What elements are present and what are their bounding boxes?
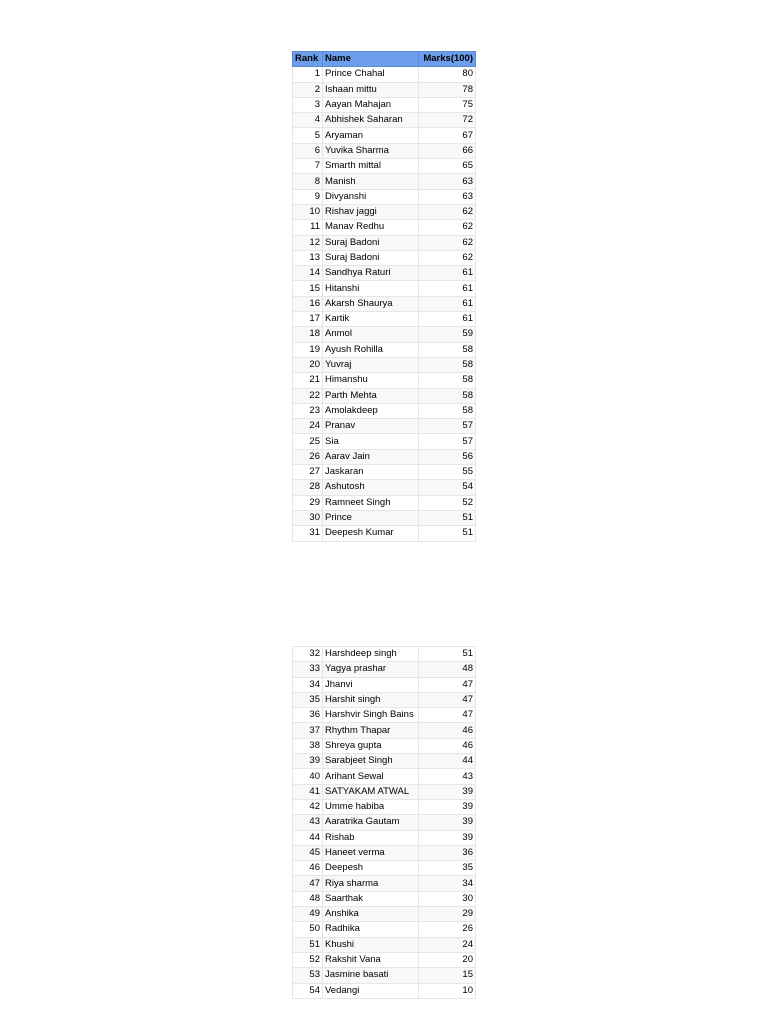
rank-cell: 54 bbox=[293, 983, 323, 998]
marks-cell: 10 bbox=[419, 983, 476, 998]
rank-cell: 31 bbox=[293, 526, 323, 541]
rank-cell: 45 bbox=[293, 845, 323, 860]
rank-cell: 14 bbox=[293, 266, 323, 281]
name-cell: Hitanshi bbox=[323, 281, 419, 296]
name-cell: Jhanvi bbox=[323, 677, 419, 692]
name-cell: Harshvir Singh Bains bbox=[323, 708, 419, 723]
name-cell: Vedangi bbox=[323, 983, 419, 998]
rank-cell: 7 bbox=[293, 159, 323, 174]
rank-column-header: Rank bbox=[293, 52, 323, 67]
rank-cell: 4 bbox=[293, 113, 323, 128]
rank-cell: 9 bbox=[293, 189, 323, 204]
marks-cell: 67 bbox=[419, 128, 476, 143]
name-cell: Rakshit Vana bbox=[323, 952, 419, 967]
name-cell: Anshika bbox=[323, 907, 419, 922]
marks-cell: 46 bbox=[419, 723, 476, 738]
table-row bbox=[293, 891, 476, 906]
rank-cell: 44 bbox=[293, 830, 323, 845]
marks-table-part-1 bbox=[292, 51, 476, 542]
name-cell: Jasmine basati bbox=[323, 968, 419, 983]
table-row bbox=[293, 692, 476, 707]
marks-cell: 61 bbox=[419, 281, 476, 296]
marks-cell: 36 bbox=[419, 845, 476, 860]
table-row bbox=[293, 465, 476, 480]
marks-cell: 39 bbox=[419, 830, 476, 845]
table-row bbox=[293, 113, 476, 128]
marks-cell: 43 bbox=[419, 769, 476, 784]
marks-cell: 63 bbox=[419, 174, 476, 189]
table-row bbox=[293, 647, 476, 662]
name-cell: Aaratrika Gautam bbox=[323, 815, 419, 830]
name-cell: Himanshu bbox=[323, 373, 419, 388]
name-cell: Aarav Jain bbox=[323, 449, 419, 464]
marks-cell: 15 bbox=[419, 968, 476, 983]
rank-cell: 42 bbox=[293, 799, 323, 814]
marks-cell: 65 bbox=[419, 159, 476, 174]
table-row bbox=[293, 312, 476, 327]
name-cell: Divyanshi bbox=[323, 189, 419, 204]
rank-cell: 37 bbox=[293, 723, 323, 738]
name-cell: Sia bbox=[323, 434, 419, 449]
table-row bbox=[293, 738, 476, 753]
name-cell: Rishab bbox=[323, 830, 419, 845]
marks-cell: 78 bbox=[419, 82, 476, 97]
rank-cell: 12 bbox=[293, 235, 323, 250]
rank-cell: 18 bbox=[293, 327, 323, 342]
table-row bbox=[293, 342, 476, 357]
table-row bbox=[293, 388, 476, 403]
name-cell: Shreya gupta bbox=[323, 738, 419, 753]
rank-cell: 38 bbox=[293, 738, 323, 753]
table-row bbox=[293, 480, 476, 495]
table-row bbox=[293, 510, 476, 525]
marks-cell: 58 bbox=[419, 342, 476, 357]
name-cell: Sandhya Raturi bbox=[323, 266, 419, 281]
marks-cell: 51 bbox=[419, 526, 476, 541]
table-row bbox=[293, 968, 476, 983]
name-cell: Yuvika Sharma bbox=[323, 143, 419, 158]
rank-cell: 24 bbox=[293, 419, 323, 434]
marks-cell: 62 bbox=[419, 220, 476, 235]
table-row bbox=[293, 357, 476, 372]
marks-cell: 48 bbox=[419, 662, 476, 677]
table-row bbox=[293, 769, 476, 784]
rank-cell: 34 bbox=[293, 677, 323, 692]
marks-cell: 47 bbox=[419, 708, 476, 723]
marks-cell: 51 bbox=[419, 510, 476, 525]
table-row bbox=[293, 82, 476, 97]
marks-cell: 62 bbox=[419, 250, 476, 265]
table-row bbox=[293, 449, 476, 464]
header-row bbox=[293, 52, 476, 67]
rank-cell: 5 bbox=[293, 128, 323, 143]
marks-cell: 58 bbox=[419, 357, 476, 372]
marks-cell: 39 bbox=[419, 815, 476, 830]
table-row bbox=[293, 266, 476, 281]
table-row bbox=[293, 296, 476, 311]
table-row bbox=[293, 861, 476, 876]
table-row bbox=[293, 419, 476, 434]
marks-table-part-2 bbox=[292, 646, 476, 999]
table-row bbox=[293, 235, 476, 250]
marks-cell: 56 bbox=[419, 449, 476, 464]
name-cell: Deepesh Kumar bbox=[323, 526, 419, 541]
name-cell: Ishaan mittu bbox=[323, 82, 419, 97]
rank-cell: 25 bbox=[293, 434, 323, 449]
name-cell: Pranav bbox=[323, 419, 419, 434]
table-row bbox=[293, 128, 476, 143]
table-row bbox=[293, 830, 476, 845]
name-cell: Ramneet Singh bbox=[323, 495, 419, 510]
rank-cell: 26 bbox=[293, 449, 323, 464]
marks-cell: 61 bbox=[419, 312, 476, 327]
rank-cell: 33 bbox=[293, 662, 323, 677]
marks-cell: 66 bbox=[419, 143, 476, 158]
table-row bbox=[293, 799, 476, 814]
rank-cell: 32 bbox=[293, 647, 323, 662]
table-body bbox=[293, 647, 476, 999]
rank-cell: 50 bbox=[293, 922, 323, 937]
rank-cell: 15 bbox=[293, 281, 323, 296]
marks-cell: 55 bbox=[419, 465, 476, 480]
table-row bbox=[293, 983, 476, 998]
name-cell: Manish bbox=[323, 174, 419, 189]
name-cell: Abhishek Saharan bbox=[323, 113, 419, 128]
rank-cell: 23 bbox=[293, 403, 323, 418]
name-cell: Rhythm Thapar bbox=[323, 723, 419, 738]
table-row bbox=[293, 677, 476, 692]
table-row bbox=[293, 174, 476, 189]
name-cell: Amolakdeep bbox=[323, 403, 419, 418]
table-row bbox=[293, 662, 476, 677]
name-cell: Arihant Sewal bbox=[323, 769, 419, 784]
table-row bbox=[293, 434, 476, 449]
marks-cell: 58 bbox=[419, 373, 476, 388]
marks-cell: 39 bbox=[419, 784, 476, 799]
name-cell: Akarsh Shaurya bbox=[323, 296, 419, 311]
rank-cell: 21 bbox=[293, 373, 323, 388]
table-row bbox=[293, 526, 476, 541]
table-row bbox=[293, 403, 476, 418]
marks-cell: 29 bbox=[419, 907, 476, 922]
rank-cell: 11 bbox=[293, 220, 323, 235]
rank-cell: 3 bbox=[293, 97, 323, 112]
name-cell: Ayush Rohilla bbox=[323, 342, 419, 357]
table-body bbox=[293, 67, 476, 541]
name-cell: Aryaman bbox=[323, 128, 419, 143]
name-cell: Ashutosh bbox=[323, 480, 419, 495]
rank-cell: 6 bbox=[293, 143, 323, 158]
marks-cell: 46 bbox=[419, 738, 476, 753]
name-cell: Yagya prashar bbox=[323, 662, 419, 677]
rank-cell: 46 bbox=[293, 861, 323, 876]
rank-cell: 29 bbox=[293, 495, 323, 510]
marks-cell: 51 bbox=[419, 647, 476, 662]
marks-cell: 72 bbox=[419, 113, 476, 128]
marks-cell: 24 bbox=[419, 937, 476, 952]
table-row bbox=[293, 250, 476, 265]
table-row bbox=[293, 143, 476, 158]
table-row bbox=[293, 708, 476, 723]
rank-cell: 48 bbox=[293, 891, 323, 906]
name-cell: Radhika bbox=[323, 922, 419, 937]
name-cell: Deepesh bbox=[323, 861, 419, 876]
name-cell: Suraj Badoni bbox=[323, 235, 419, 250]
marks-cell: 75 bbox=[419, 97, 476, 112]
name-cell: Parth Mehta bbox=[323, 388, 419, 403]
table-row bbox=[293, 220, 476, 235]
rank-cell: 17 bbox=[293, 312, 323, 327]
name-cell: Umme habiba bbox=[323, 799, 419, 814]
rank-cell: 52 bbox=[293, 952, 323, 967]
marks-cell: 20 bbox=[419, 952, 476, 967]
rank-cell: 49 bbox=[293, 907, 323, 922]
rank-cell: 51 bbox=[293, 937, 323, 952]
marks-cell: 57 bbox=[419, 434, 476, 449]
marks-cell: 35 bbox=[419, 861, 476, 876]
marks-cell: 26 bbox=[419, 922, 476, 937]
table-row bbox=[293, 754, 476, 769]
rank-cell: 30 bbox=[293, 510, 323, 525]
rank-cell: 36 bbox=[293, 708, 323, 723]
rank-cell: 13 bbox=[293, 250, 323, 265]
marks-cell: 39 bbox=[419, 799, 476, 814]
name-cell: Haneet verma bbox=[323, 845, 419, 860]
marks-cell: 44 bbox=[419, 754, 476, 769]
rank-cell: 39 bbox=[293, 754, 323, 769]
name-cell: Kartik bbox=[323, 312, 419, 327]
name-column-header: Name bbox=[323, 52, 419, 67]
name-cell: SATYAKAM ATWAL bbox=[323, 784, 419, 799]
marks-column-header: Marks(100) bbox=[419, 52, 476, 67]
name-cell: Manav Redhu bbox=[323, 220, 419, 235]
rank-cell: 2 bbox=[293, 82, 323, 97]
name-cell: Prince bbox=[323, 510, 419, 525]
table-row bbox=[293, 327, 476, 342]
name-cell: Harshdeep singh bbox=[323, 647, 419, 662]
name-cell: Harshit singh bbox=[323, 692, 419, 707]
name-cell: Prince Chahal bbox=[323, 67, 419, 82]
marks-cell: 59 bbox=[419, 327, 476, 342]
name-cell: Sarabjeet Singh bbox=[323, 754, 419, 769]
name-cell: Smarth mittal bbox=[323, 159, 419, 174]
table-row bbox=[293, 495, 476, 510]
table-row bbox=[293, 784, 476, 799]
table-row bbox=[293, 922, 476, 937]
name-cell: Anmol bbox=[323, 327, 419, 342]
table-row bbox=[293, 373, 476, 388]
rank-cell: 16 bbox=[293, 296, 323, 311]
marks-cell: 61 bbox=[419, 296, 476, 311]
name-cell: Aayan Mahajan bbox=[323, 97, 419, 112]
marks-cell: 58 bbox=[419, 388, 476, 403]
rank-cell: 8 bbox=[293, 174, 323, 189]
marks-cell: 80 bbox=[419, 67, 476, 82]
rank-cell: 20 bbox=[293, 357, 323, 372]
name-cell: Khushi bbox=[323, 937, 419, 952]
rank-cell: 40 bbox=[293, 769, 323, 784]
table-row bbox=[293, 937, 476, 952]
table-row bbox=[293, 67, 476, 82]
rank-cell: 28 bbox=[293, 480, 323, 495]
table-row bbox=[293, 815, 476, 830]
rank-cell: 35 bbox=[293, 692, 323, 707]
rank-cell: 41 bbox=[293, 784, 323, 799]
table-row bbox=[293, 952, 476, 967]
marks-cell: 58 bbox=[419, 403, 476, 418]
rank-cell: 47 bbox=[293, 876, 323, 891]
marks-cell: 62 bbox=[419, 204, 476, 219]
rank-cell: 19 bbox=[293, 342, 323, 357]
marks-cell: 54 bbox=[419, 480, 476, 495]
marks-cell: 47 bbox=[419, 692, 476, 707]
name-cell: Rishav jaggi bbox=[323, 204, 419, 219]
table-row bbox=[293, 204, 476, 219]
marks-cell: 63 bbox=[419, 189, 476, 204]
rank-cell: 27 bbox=[293, 465, 323, 480]
marks-cell: 30 bbox=[419, 891, 476, 906]
table-row bbox=[293, 907, 476, 922]
name-cell: Jaskaran bbox=[323, 465, 419, 480]
rank-cell: 22 bbox=[293, 388, 323, 403]
rank-cell: 10 bbox=[293, 204, 323, 219]
name-cell: Suraj Badoni bbox=[323, 250, 419, 265]
rank-cell: 43 bbox=[293, 815, 323, 830]
name-cell: Yuvraj bbox=[323, 357, 419, 372]
rank-cell: 1 bbox=[293, 67, 323, 82]
table-row bbox=[293, 97, 476, 112]
marks-cell: 61 bbox=[419, 266, 476, 281]
table-row bbox=[293, 189, 476, 204]
marks-cell: 62 bbox=[419, 235, 476, 250]
marks-cell: 47 bbox=[419, 677, 476, 692]
rank-cell: 53 bbox=[293, 968, 323, 983]
marks-cell: 52 bbox=[419, 495, 476, 510]
table-row bbox=[293, 723, 476, 738]
name-cell: Riya sharma bbox=[323, 876, 419, 891]
marks-cell: 57 bbox=[419, 419, 476, 434]
table-row bbox=[293, 845, 476, 860]
table-row bbox=[293, 159, 476, 174]
table-row bbox=[293, 876, 476, 891]
table-row bbox=[293, 281, 476, 296]
marks-cell: 34 bbox=[419, 876, 476, 891]
name-cell: Saarthak bbox=[323, 891, 419, 906]
